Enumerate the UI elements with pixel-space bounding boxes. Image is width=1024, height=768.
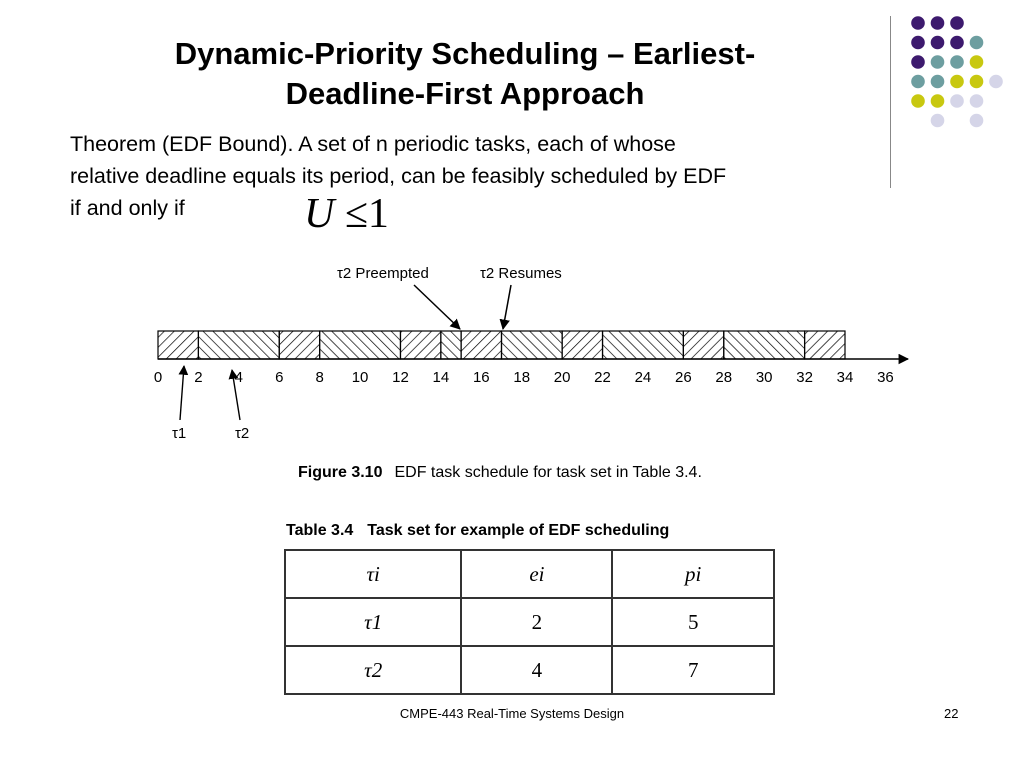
annotation-preempted-arrow [414,285,460,329]
table-caption [286,522,669,540]
time-axis-tick-label: 26 [675,369,692,386]
time-axis-tick-labels [154,369,894,386]
schedule-segment [683,331,723,359]
time-axis-tick-label: 14 [432,369,450,386]
table-header-task: τi [285,550,461,598]
schedule-segment [400,331,440,359]
time-axis-tick-label: 34 [836,369,854,386]
time-axis-tick-label: 24 [634,369,652,386]
schedule-segment [158,331,198,359]
time-axis-tick-label: 22 [594,369,611,386]
annotation-resumes-label: τ2 Resumes [480,265,562,282]
time-axis-tick-label: 12 [392,369,409,386]
schedule-segment [279,331,319,359]
table-caption-text: Task set for example of EDF scheduling [367,522,670,539]
annotation-resumes-arrow [503,285,511,329]
time-axis-tick-label: 6 [275,369,284,386]
time-axis-tick-label: 20 [553,369,571,386]
time-axis-tick-label: 30 [755,369,773,386]
time-axis-tick-label: 18 [513,369,531,386]
time-axis-tick-label: 32 [796,369,813,386]
table-header-period: pi [612,550,774,598]
theorem-line-1: Theorem (EDF Bound). A set of n periodic tasks, each of whose [70,132,676,156]
time-axis-tick-label: 10 [351,369,369,386]
figure-caption-number: Figure 3.10 [298,464,383,481]
schedule-segment [502,331,563,359]
table-cell-period: 5 [612,598,774,646]
table-cell-execution-time: 4 [461,646,612,694]
schedule-segment [461,331,501,359]
figure-caption [298,464,702,482]
annotation-preempted-label: τ2 Preempted [337,265,429,282]
schedule-segment [320,331,401,359]
arrival-arrow-task-1 [180,366,184,420]
time-axis-tick-label: 16 [472,369,490,386]
arrival-label-task-2: τ2 [235,425,250,442]
table-row [285,598,774,646]
table-cell-task: τ1 [285,598,461,646]
table-row [285,646,774,694]
formula-variable: U [304,191,335,237]
table-cell-period: 7 [612,646,774,694]
schedule-bars [158,331,845,359]
table-cell-task: τ2 [285,646,461,694]
slide-title-line-1: Dynamic-Priority Scheduling – Earliest- [174,36,756,71]
time-axis-tick-label: 28 [715,369,733,386]
figure-caption-text: EDF task schedule for task set in Table 3.4. [394,464,702,481]
table-header-execution-time: ei [461,550,612,598]
schedule-segment [805,331,845,359]
footer-course-name: CMPE-443 Real-Time Systems Design [399,706,625,721]
time-axis-tick-label: 4 [234,369,243,386]
time-axis-tick-label: 2 [194,369,203,386]
time-axis-tick-label: 36 [877,369,894,386]
schedule-segment [562,331,602,359]
table-caption-number: Table 3.4 [286,522,354,539]
table-header-row [285,550,774,598]
time-axis-tick-label: 8 [315,369,324,386]
schedule-segment [198,331,279,359]
schedule-segment [603,331,684,359]
slide-title-line-2: Deadline-First Approach [285,76,645,111]
schedule-segment [724,331,805,359]
formula-relation: ≤1 [334,191,389,237]
arrival-label-task-1: τ1 [172,425,187,442]
footer-page-number: 22 [944,706,959,721]
task-set-table [284,549,775,695]
theorem-line-2: relative deadline equals its period, can be feasibly scheduled by EDF [70,164,727,188]
schedule-segment [441,331,461,359]
table-cell-execution-time: 2 [461,598,612,646]
time-axis-tick-label: 0 [153,369,163,386]
theorem-line-3: if and only if [70,196,185,220]
